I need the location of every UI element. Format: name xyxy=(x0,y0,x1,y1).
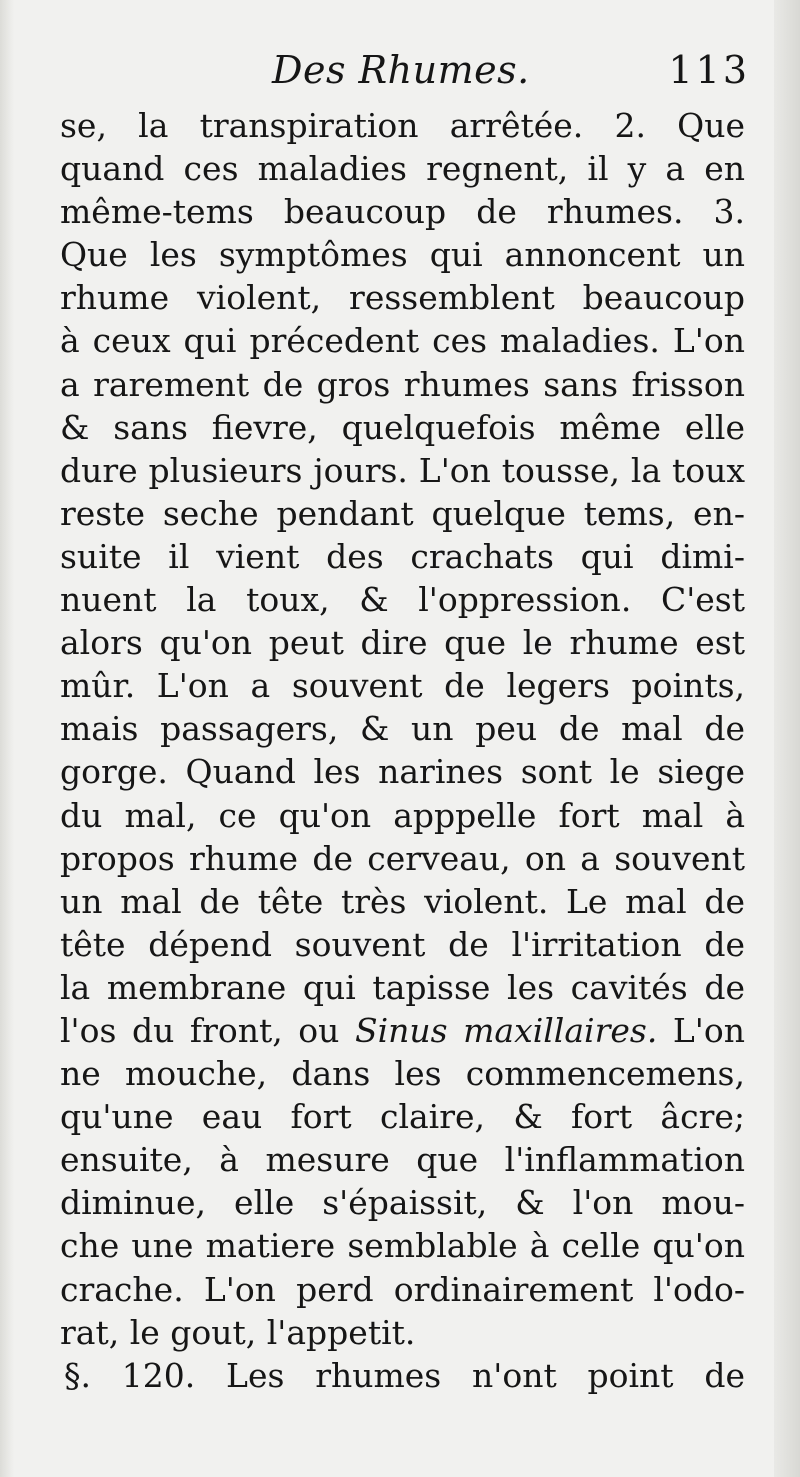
text-line: gorge. Quand les narines sont le siege xyxy=(60,752,745,792)
text-line: mais passagers, & un peu de mal de xyxy=(60,709,745,749)
text-line: nuent la toux, & l'oppression. C'est xyxy=(60,580,745,620)
text-line: même-tems beaucoup de rhumes. 3. xyxy=(60,192,745,232)
text-line: reste seche pendant quelque tems, en- xyxy=(60,493,745,533)
text-line-with-italic xyxy=(60,1009,745,1052)
text-line: che une matiere semblable à celle qu'on xyxy=(60,1226,745,1266)
text-line: à ceux qui précedent ces maladies. L'on xyxy=(60,321,745,361)
text-line: tête dépend souvent de l'irritation de xyxy=(60,924,745,964)
italic-term: Sinus maxillaires. xyxy=(354,1010,658,1050)
text-line: mûr. L'on a souvent de legers points, xyxy=(60,666,745,706)
running-title: Des Rhumes. xyxy=(272,48,530,92)
text-line: ne mouche, dans les commencemens, xyxy=(60,1054,745,1094)
text-line: suite il vient des crachats qui dimi- xyxy=(60,536,745,576)
text-line: du mal, ce qu'on apppelle fort mal à xyxy=(60,795,745,835)
page-edge-shadow xyxy=(774,0,800,1477)
text-line: propos rhume de cerveau, on a souvent xyxy=(60,838,745,878)
page-gutter-shadow xyxy=(0,0,14,1477)
page-number: 113 xyxy=(668,48,750,92)
text-line: a rarement de gros rhumes sans frisson xyxy=(60,364,745,404)
text-line: alors qu'on peut dire que le rhume est xyxy=(60,623,745,663)
paragraph-last-line: rat, le gout, l'appetit. xyxy=(60,1312,416,1352)
section-start-line: §. 120. Les rhumes n'ont point de xyxy=(64,1355,745,1395)
text-line: se, la transpiration arrêtée. 2. Que xyxy=(60,106,745,145)
text-line: quand ces maladies regnent, il y a en xyxy=(60,149,745,189)
text-line: diminue, elle s'épaissit, & l'on mou- xyxy=(60,1183,745,1223)
text-line: rhume violent, ressemblent beaucoup xyxy=(60,278,745,318)
text-line: Que les symptômes qui annoncent un xyxy=(60,235,745,275)
text-line: la membrane qui tapisse les cavités de xyxy=(60,967,745,1007)
text-line: crache. L'on perd ordinairement l'odo- xyxy=(60,1269,745,1309)
page-header xyxy=(60,48,750,104)
text-line: dure plusieurs jours. L'on tousse, la toux xyxy=(60,450,745,490)
text-segment: l'os du front, ou xyxy=(60,1010,340,1050)
text-line: ensuite, à mesure que l'inflammation xyxy=(60,1140,745,1180)
text-segment: L'on xyxy=(672,1010,745,1050)
page-body-text xyxy=(60,104,745,1397)
text-line: un mal de tête très violent. Le mal de xyxy=(60,881,745,921)
text-line: & sans fievre, quelquefois même elle xyxy=(60,407,745,447)
text-line: qu'une eau fort claire, & fort âcre; xyxy=(60,1097,745,1137)
